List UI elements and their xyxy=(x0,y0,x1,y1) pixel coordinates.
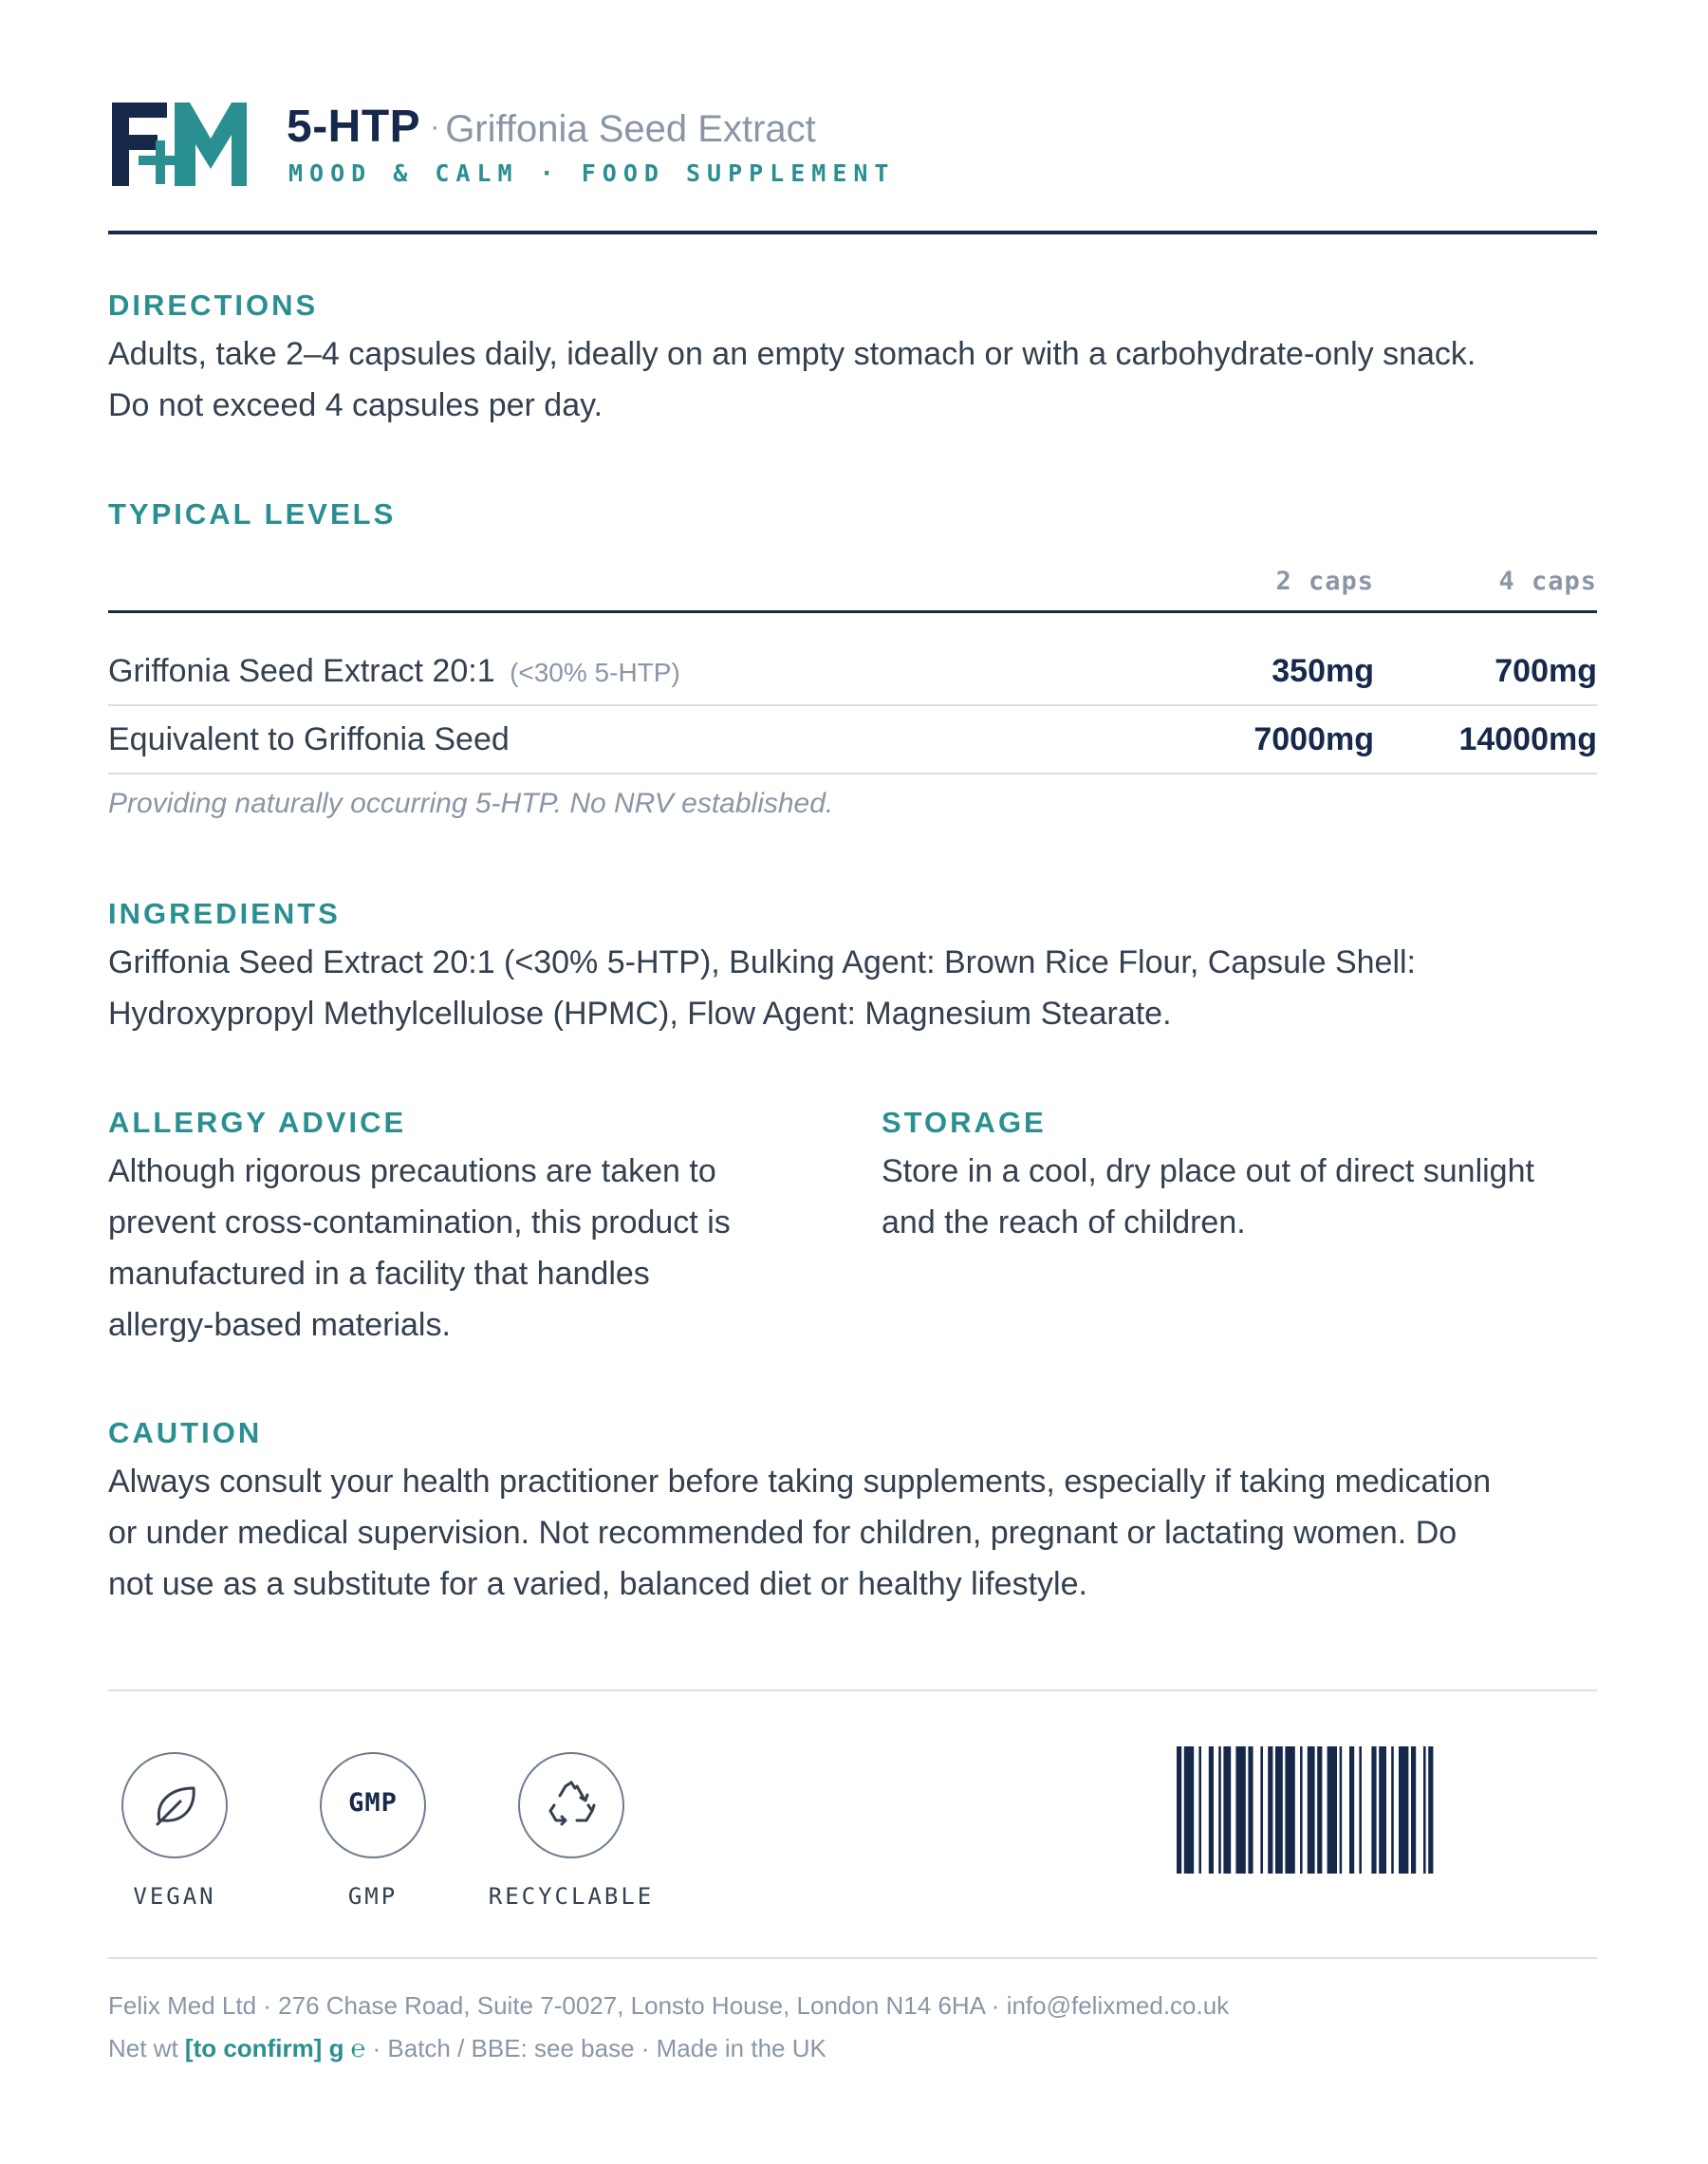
column-header-2-caps: 2 caps xyxy=(1275,567,1374,596)
row-value-4-caps: 700mg xyxy=(1494,653,1597,689)
caution-text xyxy=(108,1456,1597,1610)
label-header xyxy=(108,95,1597,233)
ingredients-line: Griffonia Seed Extract 20:1 (<30% 5-HTP), Bulking Agent: Brown Rice Flour, Capsule Shell: xyxy=(108,944,1416,980)
typical-levels-heading: TYPICAL LEVELS xyxy=(108,497,397,531)
ingredients-section xyxy=(108,895,1597,1039)
batch-info: · Batch / BBE: see base · Made in the UK xyxy=(365,2034,826,2062)
typical-levels-heading-wrap xyxy=(108,495,1597,533)
storage-heading: STORAGE xyxy=(882,1106,1047,1139)
allergy-section xyxy=(108,1104,829,1351)
row-label-text: Equivalent to Griffonia Seed xyxy=(108,721,510,757)
recyclable-badge-circle xyxy=(518,1752,624,1858)
recycle-icon xyxy=(518,1752,624,1858)
allergy-line: allergy-based materials. xyxy=(108,1307,451,1343)
row-value-2-caps: 350mg xyxy=(1272,653,1374,689)
storage-text xyxy=(882,1146,1597,1248)
barcode-icon xyxy=(1177,1746,1598,1874)
allergy-line: Although rigorous precautions are taken to xyxy=(108,1153,716,1189)
caution-line: not use as a substitute for a varied, balanced diet or healthy lifestyle. xyxy=(108,1566,1087,1602)
product-tagline: MOOD & CALM · FOOD SUPPLEMENT xyxy=(288,159,896,187)
caution-heading: CAUTION xyxy=(108,1416,263,1449)
gmp-badge xyxy=(273,1752,473,1910)
directions-section xyxy=(108,287,1597,431)
allergy-heading: ALLERGY ADVICE xyxy=(108,1106,407,1139)
header-divider xyxy=(108,231,1597,234)
row-label-text: Griffonia Seed Extract 20:1 xyxy=(108,653,495,689)
allergy-line: manufactured in a facility that handles xyxy=(108,1256,650,1292)
row-value-4-caps: 14000mg xyxy=(1458,721,1597,757)
footer-address: Felix Med Ltd · 276 Chase Road, Suite 7-0027, Lonsto House, London N14 6HA · info@felixmed.co.uk xyxy=(108,1991,1230,2020)
net-weight-value: [to confirm] g ℮ xyxy=(184,2034,366,2062)
row-note: (<30% 5-HTP) xyxy=(510,658,680,687)
vegan-badge-label: VEGAN xyxy=(133,1883,216,1910)
directions-line: Do not exceed 4 capsules per day. xyxy=(108,387,603,423)
gmp-icon-text: GMP xyxy=(348,1788,398,1818)
product-name: 5-HTP xyxy=(287,102,421,152)
recyclable-badge-label: RECYCLABLE xyxy=(488,1883,655,1910)
gmp-icon xyxy=(320,1752,426,1858)
levels-table-header xyxy=(108,567,1597,612)
product-title xyxy=(287,101,816,153)
table-row xyxy=(108,706,1597,774)
supplement-label xyxy=(108,0,1597,2164)
vegan-badge-circle xyxy=(121,1752,228,1858)
vegan-badge xyxy=(75,1752,274,1910)
directions-text xyxy=(108,328,1597,431)
directions-heading: DIRECTIONS xyxy=(108,289,319,322)
row-label xyxy=(108,721,510,758)
caution-section xyxy=(108,1414,1597,1610)
storage-line: and the reach of children. xyxy=(882,1204,1246,1241)
table-row xyxy=(108,638,1597,706)
ingredients-heading: INGREDIENTS xyxy=(108,897,341,930)
net-weight-label: Net wt xyxy=(108,2034,185,2062)
gmp-badge-label: GMP xyxy=(347,1883,399,1910)
ingredients-text xyxy=(108,937,1597,1039)
levels-table-divider xyxy=(108,610,1597,613)
column-header-4-caps: 4 caps xyxy=(1498,567,1597,596)
directions-line: Adults, take 2–4 capsules daily, ideally on an empty stomach or with a carbohydrate-only snack. xyxy=(108,336,1476,372)
fm-logo-icon xyxy=(108,99,251,190)
caution-line: Always consult your health practitioner before taking supplements, especially if taking medication xyxy=(108,1464,1492,1500)
footer-divider xyxy=(108,1957,1597,1959)
badges-divider-top xyxy=(108,1689,1597,1691)
levels-footnote: Providing naturally occurring 5-HTP. No NRV established. xyxy=(108,788,834,819)
caution-line: or under medical supervision. Not recommended for children, pregnant or lactating women. Do xyxy=(108,1515,1457,1551)
footer-batch-line xyxy=(108,2034,826,2063)
title-separator: · xyxy=(430,111,440,142)
row-value-2-caps: 7000mg xyxy=(1253,721,1374,757)
storage-section xyxy=(882,1104,1597,1248)
ingredients-line: Hydroxypropyl Methylcellulose (HPMC), Flow Agent: Magnesium Stearate. xyxy=(108,996,1172,1032)
product-subtitle: Griffonia Seed Extract xyxy=(445,108,816,150)
recyclable-badge xyxy=(472,1752,671,1910)
allergy-text xyxy=(108,1146,829,1351)
storage-line: Store in a cool, dry place out of direct sunlight xyxy=(882,1153,1534,1189)
leaf-icon xyxy=(121,1752,228,1858)
row-label xyxy=(108,653,680,690)
allergy-line: prevent cross-contamination, this product is xyxy=(108,1204,731,1241)
